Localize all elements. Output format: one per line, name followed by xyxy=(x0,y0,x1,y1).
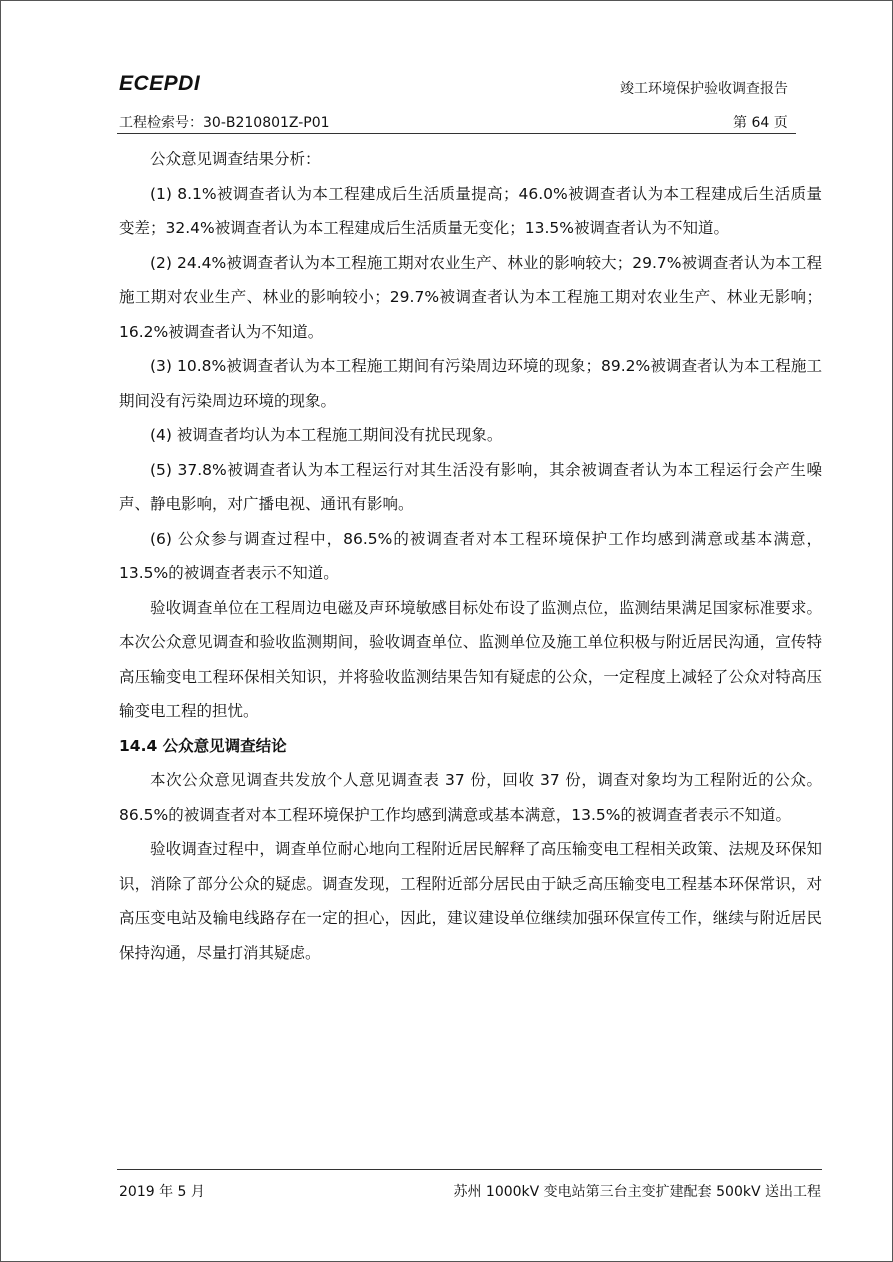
conclusion-paragraph-2: 验收调查过程中，调查单位耐心地向工程附近居民解释了高压输变电工程相关政策、法规及环保知识，消除了部分公众的疑虑。调查发现，工程附近部分居民由于缺乏高压输变电工程基本环保常识，对高压变电站及输电线路存在一定的担心，因此，建议建设单位继续加强环保宣传工作，继续与附近居民保持沟通，尽量打消其疑虑。 xyxy=(119,840,822,962)
company-logo: ECEPDI xyxy=(119,72,201,95)
report-title: 竣工环境保护验收调查报告 xyxy=(620,81,788,97)
footer-project-name: 苏州 1000kV 变电站第三台主变扩建配套 500kV 送出工程 xyxy=(453,1184,821,1200)
conclusion-paragraph-1: 本次公众意见调查共发放个人意见调查表 37 份，回收 37 份，调查对象均为工程附近的公众。86.5%的被调查者对本工程环境保护工作均感到满意或基本满意，13.5%的被调查者表示不知道。 xyxy=(119,771,822,824)
document-body xyxy=(119,142,822,970)
analysis-item-1: (1) 8.1%被调查者认为本工程建成后生活质量提高；46.0%被调查者认为本工程建成后生活质量变差；32.4%被调查者认为本工程建成后生活质量无变化；13.5%被调查者认为不知道。 xyxy=(119,184,822,237)
analysis-item-6: (6) 公众参与调查过程中，86.5%的被调查者对本工程环境保护工作均感到满意或基本满意，13.5%的被调查者表示不知道。 xyxy=(119,529,822,582)
summary-paragraph: 验收调查单位在工程周边电磁及声环境敏感目标处布设了监测点位，监测结果满足国家标准要求。本次公众意见调查和验收监测期间，验收调查单位、监测单位及施工单位积极与附近居民沟通，宣传特高压输变电工程环保相关知识，并将验收监测结果告知有疑虑的公众，一定程度上减轻了公众对特高压输变电工程的担忧。 xyxy=(119,598,822,720)
analysis-intro: 公众意见调查结果分析： xyxy=(150,150,321,168)
section-heading: 14.4 公众意见调查结论 xyxy=(119,736,287,755)
page-number: 第 64 页 xyxy=(733,115,788,131)
analysis-item-4: (4) 被调查者均认为本工程施工期间没有扰民现象。 xyxy=(150,426,503,444)
analysis-item-2: (2) 24.4%被调查者认为本工程施工期对农业生产、林业的影响较大；29.7%被调查者认为本工程施工期对农业生产、林业的影响较小；29.7%被调查者认为本工程施工期对农业生产、林业无影响；16.2%被调查者认为不知道。 xyxy=(119,253,822,341)
analysis-item-5: (5) 37.8%被调查者认为本工程运行对其生活没有影响，其余被调查者认为本工程运行会产生噪声、静电影响，对广播电视、通讯有影响。 xyxy=(119,460,822,513)
footer-date: 2019 年 5 月 xyxy=(119,1184,205,1200)
footer-divider xyxy=(117,1169,822,1170)
header-divider xyxy=(117,133,796,134)
analysis-item-3: (3) 10.8%被调查者认为本工程施工期间有污染周边环境的现象；89.2%被调查者认为本工程施工期间没有污染周边环境的现象。 xyxy=(119,357,822,410)
project-index: 工程检索号：30-B210801Z-P01 xyxy=(119,115,330,131)
